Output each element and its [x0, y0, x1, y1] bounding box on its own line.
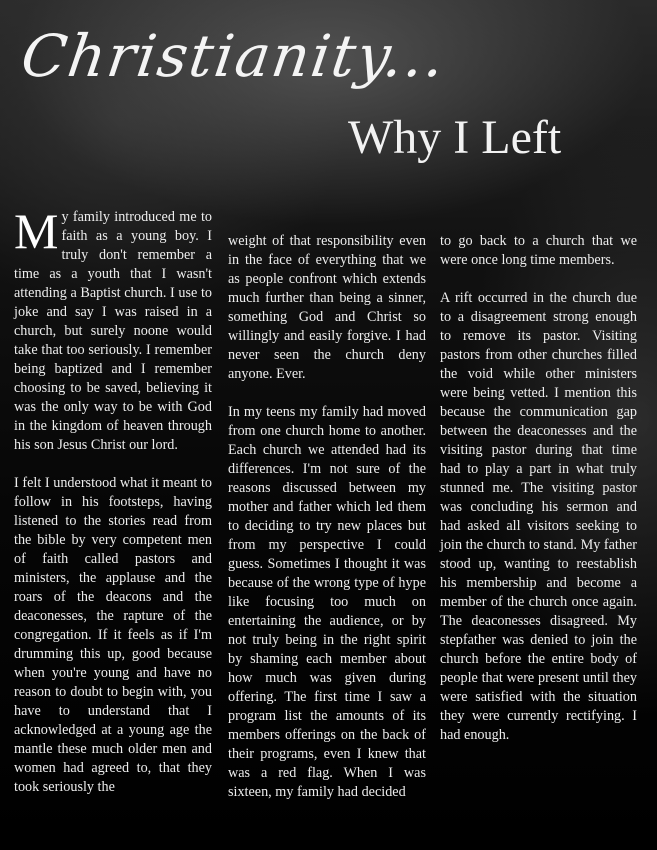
- column-1-paragraph-2: I felt I understood what it meant to follow in his footsteps, having listened to the stories read from the bible by very competent men of faith called pastors and ministers, the applause and the roars of the deacons and the deaconesses, the rapture of the congregation. If it feels as if I'm drumming this up, good because when you're young and have no reason to doubt to begin with, you have to understand that I acknowledged at a young age the mantle these much older men and women had agreed to, that they took seriously the: [14, 475, 212, 795]
- drop-cap: M: [14, 203, 59, 259]
- title-main: Christianity...: [17, 22, 451, 90]
- text-column-3: [440, 232, 637, 764]
- column-1-paragraph-1: [14, 203, 212, 455]
- column-2-paragraph-2: In my teens my family had moved from one church home to another. Each church we attended had its differences. I'm not sure of the reasons discussed between my mother and father which led them to deciding to try new places but from my perspective I could guess. Sometimes I thought it was because of the wrong type of hype like focusing too much on entertaining the audience, or by not truly being in the right spirit by shaming each member about how much was given during offering. The first time I saw a program list the amounts of its members offerings on the back of their programs, even I knew that was a red flag. When I was sixteen, my family had decided: [228, 404, 426, 800]
- column-3-paragraph-1: to go back to a church that we were once long time members.: [440, 233, 637, 268]
- text-column-2: [228, 232, 426, 821]
- column-3-paragraph-2: A rift occurred in the church due to a disagreement strong enough to remove its pastor. Visiting pastors from other churches filled the void while other ministers were being vetted. I mention this because the communication gap between the deaconesses and the visiting pastor during that time had to play a part in what truly stunned me. The visiting pastor was concluding his sermon and had asked all visitors seeking to join the church to stand. My father stood up, wanting to reestablish his membership and become a member of the church once again. The deaconesses disagreed. My stepfather was denied to join the church before the entire body of people that were present until they were satisfied with the situation they were currently rectifying. I had enough.: [440, 290, 637, 743]
- title-subtitle: Why I Left: [348, 111, 562, 164]
- column-1-paragraph-1-text: y family introduced me to faith as a young boy. I truly don't remember a time as a youth that I wasn't attending a Baptist church. I use to joke and say I was raised in a church, but surely noone would take that too seriously. I remember being baptized and I remember choosing to be saved, believing it was the only way to be with God in the kingdom of heaven through his son Jesus Christ our lord.: [14, 209, 212, 453]
- column-2-paragraph-1: weight of that responsibility even in the face of everything that we as people confront which extends much further than being a sinner, something God and Christ so willingly and easily forgive. I had never seen the church deny anyone. Ever.: [228, 233, 426, 382]
- text-column-1: [14, 203, 212, 816]
